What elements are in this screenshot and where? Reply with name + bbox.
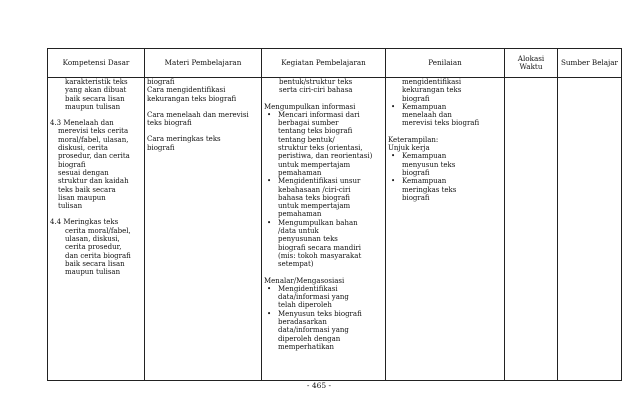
spacer (264, 269, 383, 277)
text-line: 4.3 Menelaah dan (50, 119, 114, 128)
text-line: sesuai dengan (58, 168, 109, 177)
text-line: memperhatikan (278, 342, 335, 351)
penilaian-cell (386, 78, 505, 381)
text-line: (mis: tokoh masyarakat (278, 251, 362, 260)
lesson-plan-table (47, 48, 622, 381)
text-line: Menalar/Mengasosiasi (264, 276, 345, 285)
text-line: bahasa teks biografi (278, 193, 350, 202)
text-line: untuk mempertajam (278, 202, 351, 211)
text-line: berbagai sumber (278, 119, 339, 128)
spacer (388, 128, 502, 136)
text-line: meringkas teks (402, 185, 457, 194)
text-line: peristiwa, dan reorientasi) (278, 152, 373, 161)
text-line: baik secara lisan (65, 94, 125, 103)
alokasi-waktu-cell (505, 78, 558, 381)
text-line: yang akan dibuat (65, 86, 127, 95)
bullet-item-line: • Mengidentifikasi (264, 285, 383, 293)
spacer (50, 111, 142, 119)
text-line: biografi (402, 168, 430, 177)
text-line: data/informasi yang (278, 326, 349, 335)
text-line: setempat) (278, 260, 314, 269)
text-line: dan cerita biografi (65, 251, 131, 260)
text-line: merevisi teks cerita (58, 127, 129, 136)
bullet-item-line: • Kemampuan (388, 152, 502, 160)
text-line: Cara mengidentifikasi (147, 86, 226, 95)
text-line: lisan maupun (58, 193, 106, 202)
text-line: cerita moral/fabel, (65, 226, 131, 235)
table-row (48, 78, 622, 381)
text-line: beradasarkan (278, 318, 327, 327)
page-number: - 465 - (306, 381, 332, 390)
text-line: menelaah dan (402, 111, 452, 120)
text-line: kekurangan teks (402, 86, 462, 95)
text-line: biografi (58, 160, 86, 169)
text-line: teks biografi (147, 119, 192, 128)
text-line: teks baik secara (58, 185, 116, 194)
bullet-item-line: • Mengumpulkan bahan (264, 219, 383, 227)
text-line: maupun tulisan (65, 102, 121, 111)
text-line: biografi (147, 78, 175, 86)
text-line: maupun tulisan (65, 268, 121, 277)
header-penilaian: Penilaian (386, 49, 505, 78)
text-line: merevisi teks biografi (402, 119, 480, 128)
spacer (147, 127, 259, 135)
spacer (50, 210, 142, 218)
text-line: tentang teks biografi (278, 127, 353, 136)
bullet-item-line: • Mengidentifikasi unsur (264, 177, 383, 185)
materi-pembelajaran-cell (145, 78, 262, 381)
header-sumber-belajar: Sumber Belajar (558, 49, 622, 78)
text-line: serta ciri-ciri bahasa (279, 86, 353, 95)
text-line: diskusi, cerita (58, 144, 108, 153)
text-line: diperoleh dengan (278, 334, 341, 343)
text-line: biografi (402, 94, 430, 103)
text-line: struktur dan kaidah (58, 177, 129, 186)
spacer (264, 95, 383, 103)
text-line: Unjuk kerja (388, 144, 430, 153)
bullet-item-line: • Kemampuan (388, 103, 502, 111)
bullet-item-line: • Kemampuan (388, 177, 502, 185)
text-line: mengidentifikasi (402, 78, 462, 86)
text-line: 4.4 Meringkas teks (50, 218, 119, 227)
text-line: pemahaman (278, 210, 322, 219)
text-line: pemahaman (278, 168, 322, 177)
text-line: struktur teks (orientasi, (278, 144, 363, 153)
kompetensi-dasar-cell (48, 78, 145, 381)
text-line: biografi secara mandiri (278, 243, 362, 252)
text-line: baik secara lisan (65, 259, 125, 268)
text-line: biografi (147, 143, 175, 152)
text-line: data/informasi yang (278, 293, 349, 302)
header-alokasi-waktu: Alokasi Waktu (505, 49, 558, 78)
text-line: prosedur, dan cerita (58, 152, 130, 161)
text-line: karakteristik teks (65, 78, 128, 86)
text-line: Cara menelaah dan merevisi (147, 110, 249, 119)
kegiatan-pembelajaran-cell (262, 78, 386, 381)
text-line: tentang bentuk/ (278, 135, 335, 144)
text-line: Mengumpulkan informasi (264, 102, 356, 111)
text-line: menyusun teks (402, 160, 456, 169)
bullet-item-line: • Mencari informasi dari (264, 111, 383, 119)
text-line: cerita prosedur, (65, 243, 122, 252)
text-line: kebahasaan /ciri-ciri (278, 185, 351, 194)
text-line: untuk mempertajam (278, 160, 351, 169)
text-line: /data untuk (278, 227, 319, 236)
header-kegiatan-pembelajaran: Kegiatan Pembelajaran (262, 49, 386, 78)
bullet-item-line: • Menyusun teks biografi (264, 310, 383, 318)
sumber-belajar-cell (558, 78, 622, 381)
text-line: bentuk/struktur teks (279, 78, 353, 86)
text-line: Cara meringkas teks (147, 135, 221, 144)
spacer (147, 103, 259, 111)
text-line: tulisan (58, 202, 83, 211)
text-line: kekurangan teks biografi (147, 94, 237, 103)
text-line: biografi (402, 193, 430, 202)
header-materi-pembelajaran: Materi Pembelajaran (145, 49, 262, 78)
text-line: ulasan, diskusi, (65, 235, 120, 244)
text-line: Keterampilan: (388, 135, 439, 144)
text-line: telah diperoleh (278, 301, 332, 310)
table-header-row (48, 49, 622, 78)
header-kompetensi-dasar: Kompetensi Dasar (48, 49, 145, 78)
text-line: penyusunan teks (278, 235, 338, 244)
text-line: moral/fabel, ulasan, (58, 135, 129, 144)
